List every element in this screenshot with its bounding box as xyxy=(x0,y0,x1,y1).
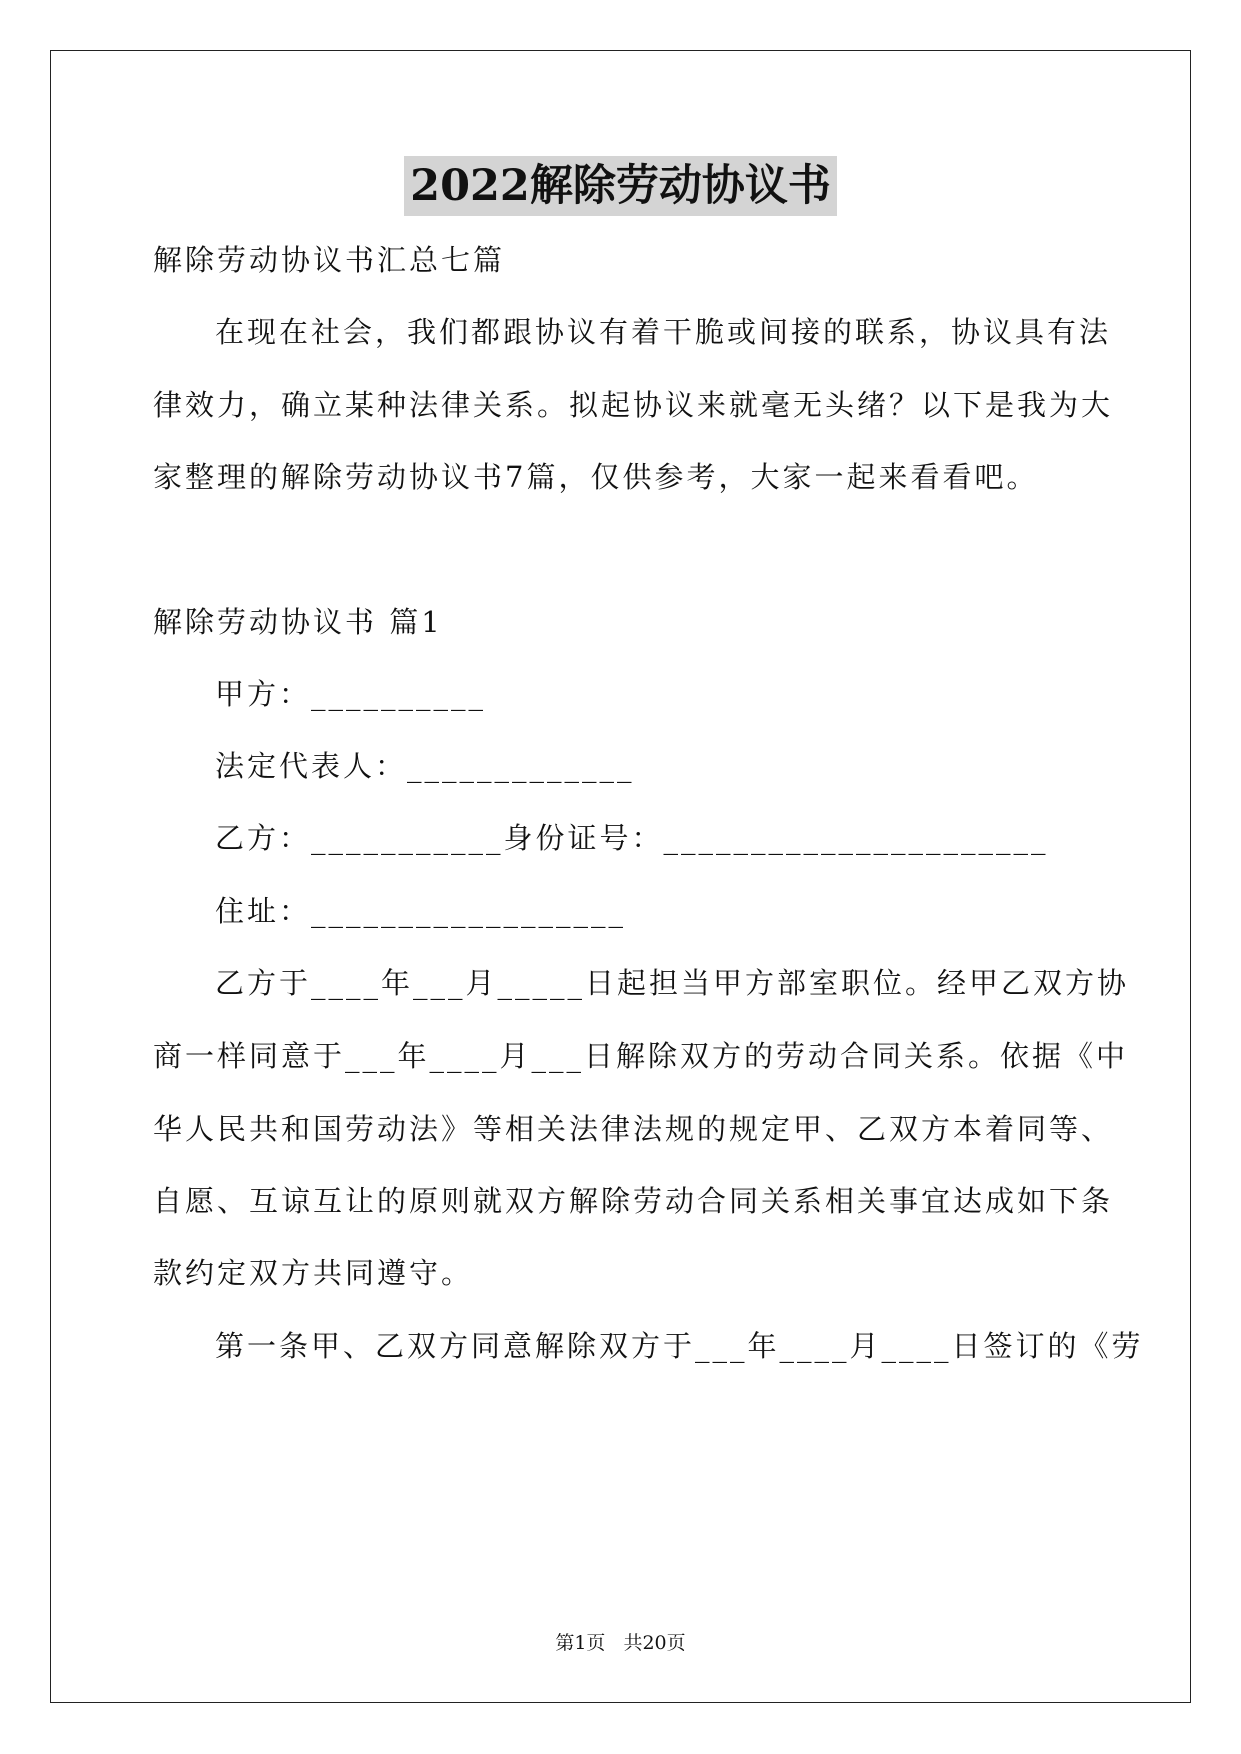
document-subtitle: 解除劳动协议书汇总七篇 xyxy=(153,243,506,277)
page-number: 第1页 xyxy=(555,1632,606,1654)
party-a-field: 甲方：__________ xyxy=(215,677,487,711)
paragraph-line: 家整理的解除劳动协议书7篇，仅供参考，大家一起来看看吧。 xyxy=(153,460,1039,494)
total-pages: 共20页 xyxy=(623,1632,686,1654)
paragraph-line: 乙方于____年___月_____日起担当甲方部室职位。经甲乙双方协 xyxy=(215,966,1130,1000)
section-heading: 解除劳动协议书 篇1 xyxy=(153,605,443,639)
title-container xyxy=(0,156,1241,216)
paragraph-line: 款约定双方共同遵守。 xyxy=(153,1256,474,1290)
paragraph-line: 商一样同意于___年____月___日解除双方的劳动合同关系。依据《中 xyxy=(153,1039,1129,1073)
party-b-id-field: 乙方：___________身份证号：______________________ xyxy=(215,821,1049,855)
address-field: 住址：__________________ xyxy=(215,894,627,928)
page-footer xyxy=(0,1628,1241,1655)
paragraph-line: 自愿、互谅互让的原则就双方解除劳动合同关系相关事宜达成如下条 xyxy=(153,1184,1114,1218)
legal-representative-field: 法定代表人：_____________ xyxy=(215,749,635,783)
document-title: 2022解除劳动协议书 xyxy=(404,156,837,216)
paragraph-line: 华人民共和国劳动法》等相关法律法规的规定甲、乙双方本着同等、 xyxy=(153,1112,1114,1146)
page-border xyxy=(50,50,1191,1703)
paragraph-line: 第一条甲、乙双方同意解除双方于___年____月____日签订的《劳 xyxy=(215,1329,1144,1363)
paragraph-line: 在现在社会，我们都跟协议有着干脆或间接的联系，协议具有法 xyxy=(215,315,1112,349)
paragraph-line: 律效力，确立某种法律关系。拟起协议来就毫无头绪？以下是我为大 xyxy=(153,388,1114,422)
